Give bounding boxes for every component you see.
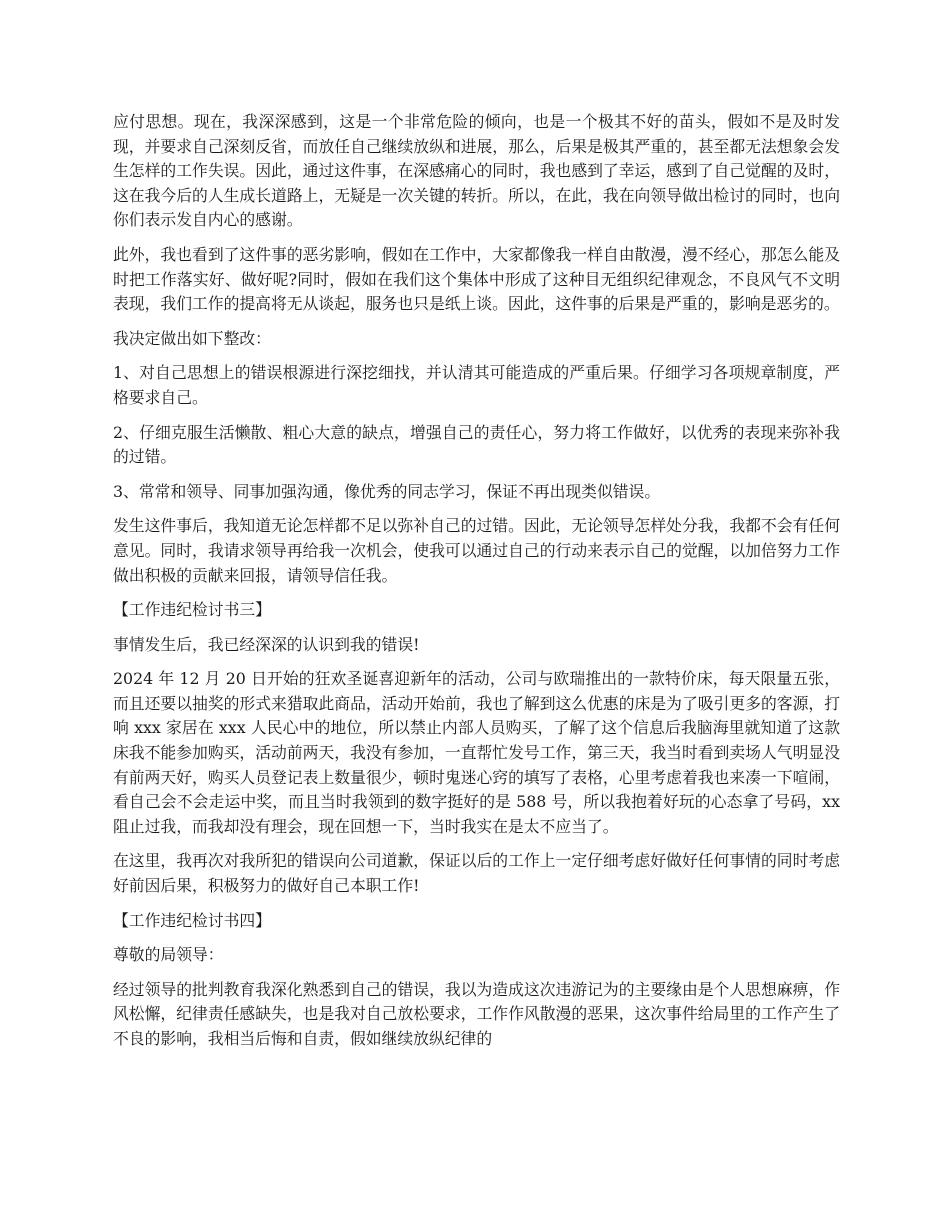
rectification-item-1: 1、对自己思想上的错误根源进行深挖细找，并认清其可能造成的严重后果。仔细学习各项规章制度，严格要求自己。 [113, 363, 840, 407]
paragraph-event-description: 2024 年 12 月 20 日开始的狂欢圣诞喜迎新年的活动，公司与欧瑞推出的一款特价床，每天限量五张，而且还要以抽奖的形式来猎取此商品，活动开始前，我也了解到这么优惠的床是为了吸引更多的客源，打响 xxx 家居在 xxx 人民心中的地位，所以禁止内部人员购买，了解了这个信息后我脑海里就知道了这款床我不能参加购买，活动前两天，我没有参加，一直帮忙发号工作，第三天，我当时看到卖场人气明显没有前两天好，购买人员登记表上数量很少，顿时鬼迷心窍的填写了表格，心里考虑着我也来凑一下喧闹，看自己会不会走运中奖，而且当时我领到的数字挺好的是 588 号，所以我抱着好玩的心态拿了号码，xx 阻止过我，而我却没有理会，现在回想一下，当时我实在是太不应当了。 [113, 669, 840, 836]
document-page [113, 110, 840, 1062]
salutation: 尊敬的局领导： [113, 945, 224, 965]
paragraph-rectification-intro: 我决定做出如下整改： [113, 328, 271, 348]
rectification-item-3: 3、常常和领导、同事加强沟通，像优秀的同志学习，保证不再出现类似错误。 [113, 481, 661, 501]
paragraph-awareness: 应付思想。现在，我深深感到，这是一个非常危险的倾向，也是一个极其不好的苗头，假如不是及时发现，并要求自己深刻反省，而放任自己继续放纵和进展，那么，后果是极其严重的，甚至都无法想象会发生怎样的工作失误。因此，通过这件事，在深感痛心的同时，我也感到了幸运，感到了自己觉醒的及时，这在我今后的人生成长道路上，无疑是一次关键的转折。所以，在此，我在向领导做出检讨的同时，也向你们表示发自内心的感谢。 [113, 112, 840, 230]
paragraph-opening-3: 事情发生后，我已经深深的认识到我的错误! [113, 634, 420, 654]
paragraph-impact: 此外，我也看到了这件事的恶劣影响，假如在工作中，大家都像我一样自由散漫，漫不经心，那怎么能及时把工作落实好、做好呢?同时，假如在我们这个集体中形成了这种目无组织纪律观念，不良风气不文明表现，我们工作的提高将无从谈起，服务也只是纸上谈。因此，这件事的后果是严重的，影响是恶劣的。 [113, 244, 840, 314]
paragraph-apology: 在这里，我再次对我所犯的错误向公司道歉，保证以后的工作上一定仔细考虑好做好任何事情的同时考虑好前因后果，积极努力的做好自己本职工作! [113, 851, 840, 896]
paragraph-reflection-4: 经过领导的批判教育我深化熟悉到自己的错误，我以为造成这次违游记为的主要缘由是个人思想麻痹，作风松懈，纪律责任感缺失，也是我对自己放松要求，工作作风散漫的恶果，这次事件给局里的工作产生了不良的影响，我相当后悔和自责，假如继续放纵纪律的 [113, 979, 840, 1048]
rectification-item-2: 2、仔细克服生活懒散、粗心大意的缺点，增强自己的责任心，努力将工作做好，以优秀的表现来弥补我的过错。 [113, 422, 840, 467]
section-heading-3: 【工作违纪检讨书三】 [113, 600, 271, 620]
section-heading-4: 【工作违纪检讨书四】 [113, 910, 271, 930]
paragraph-conclusion: 发生这件事后，我知道无论怎样都不足以弥补自己的过错。因此，无论领导怎样处分我，我都不会有任何意见。同时，我请求领导再给我一次机会，使我可以通过自己的行动来表示自己的觉醒，以加倍努力工作做出积极的贡献来回报，请领导信任我。 [113, 516, 840, 585]
